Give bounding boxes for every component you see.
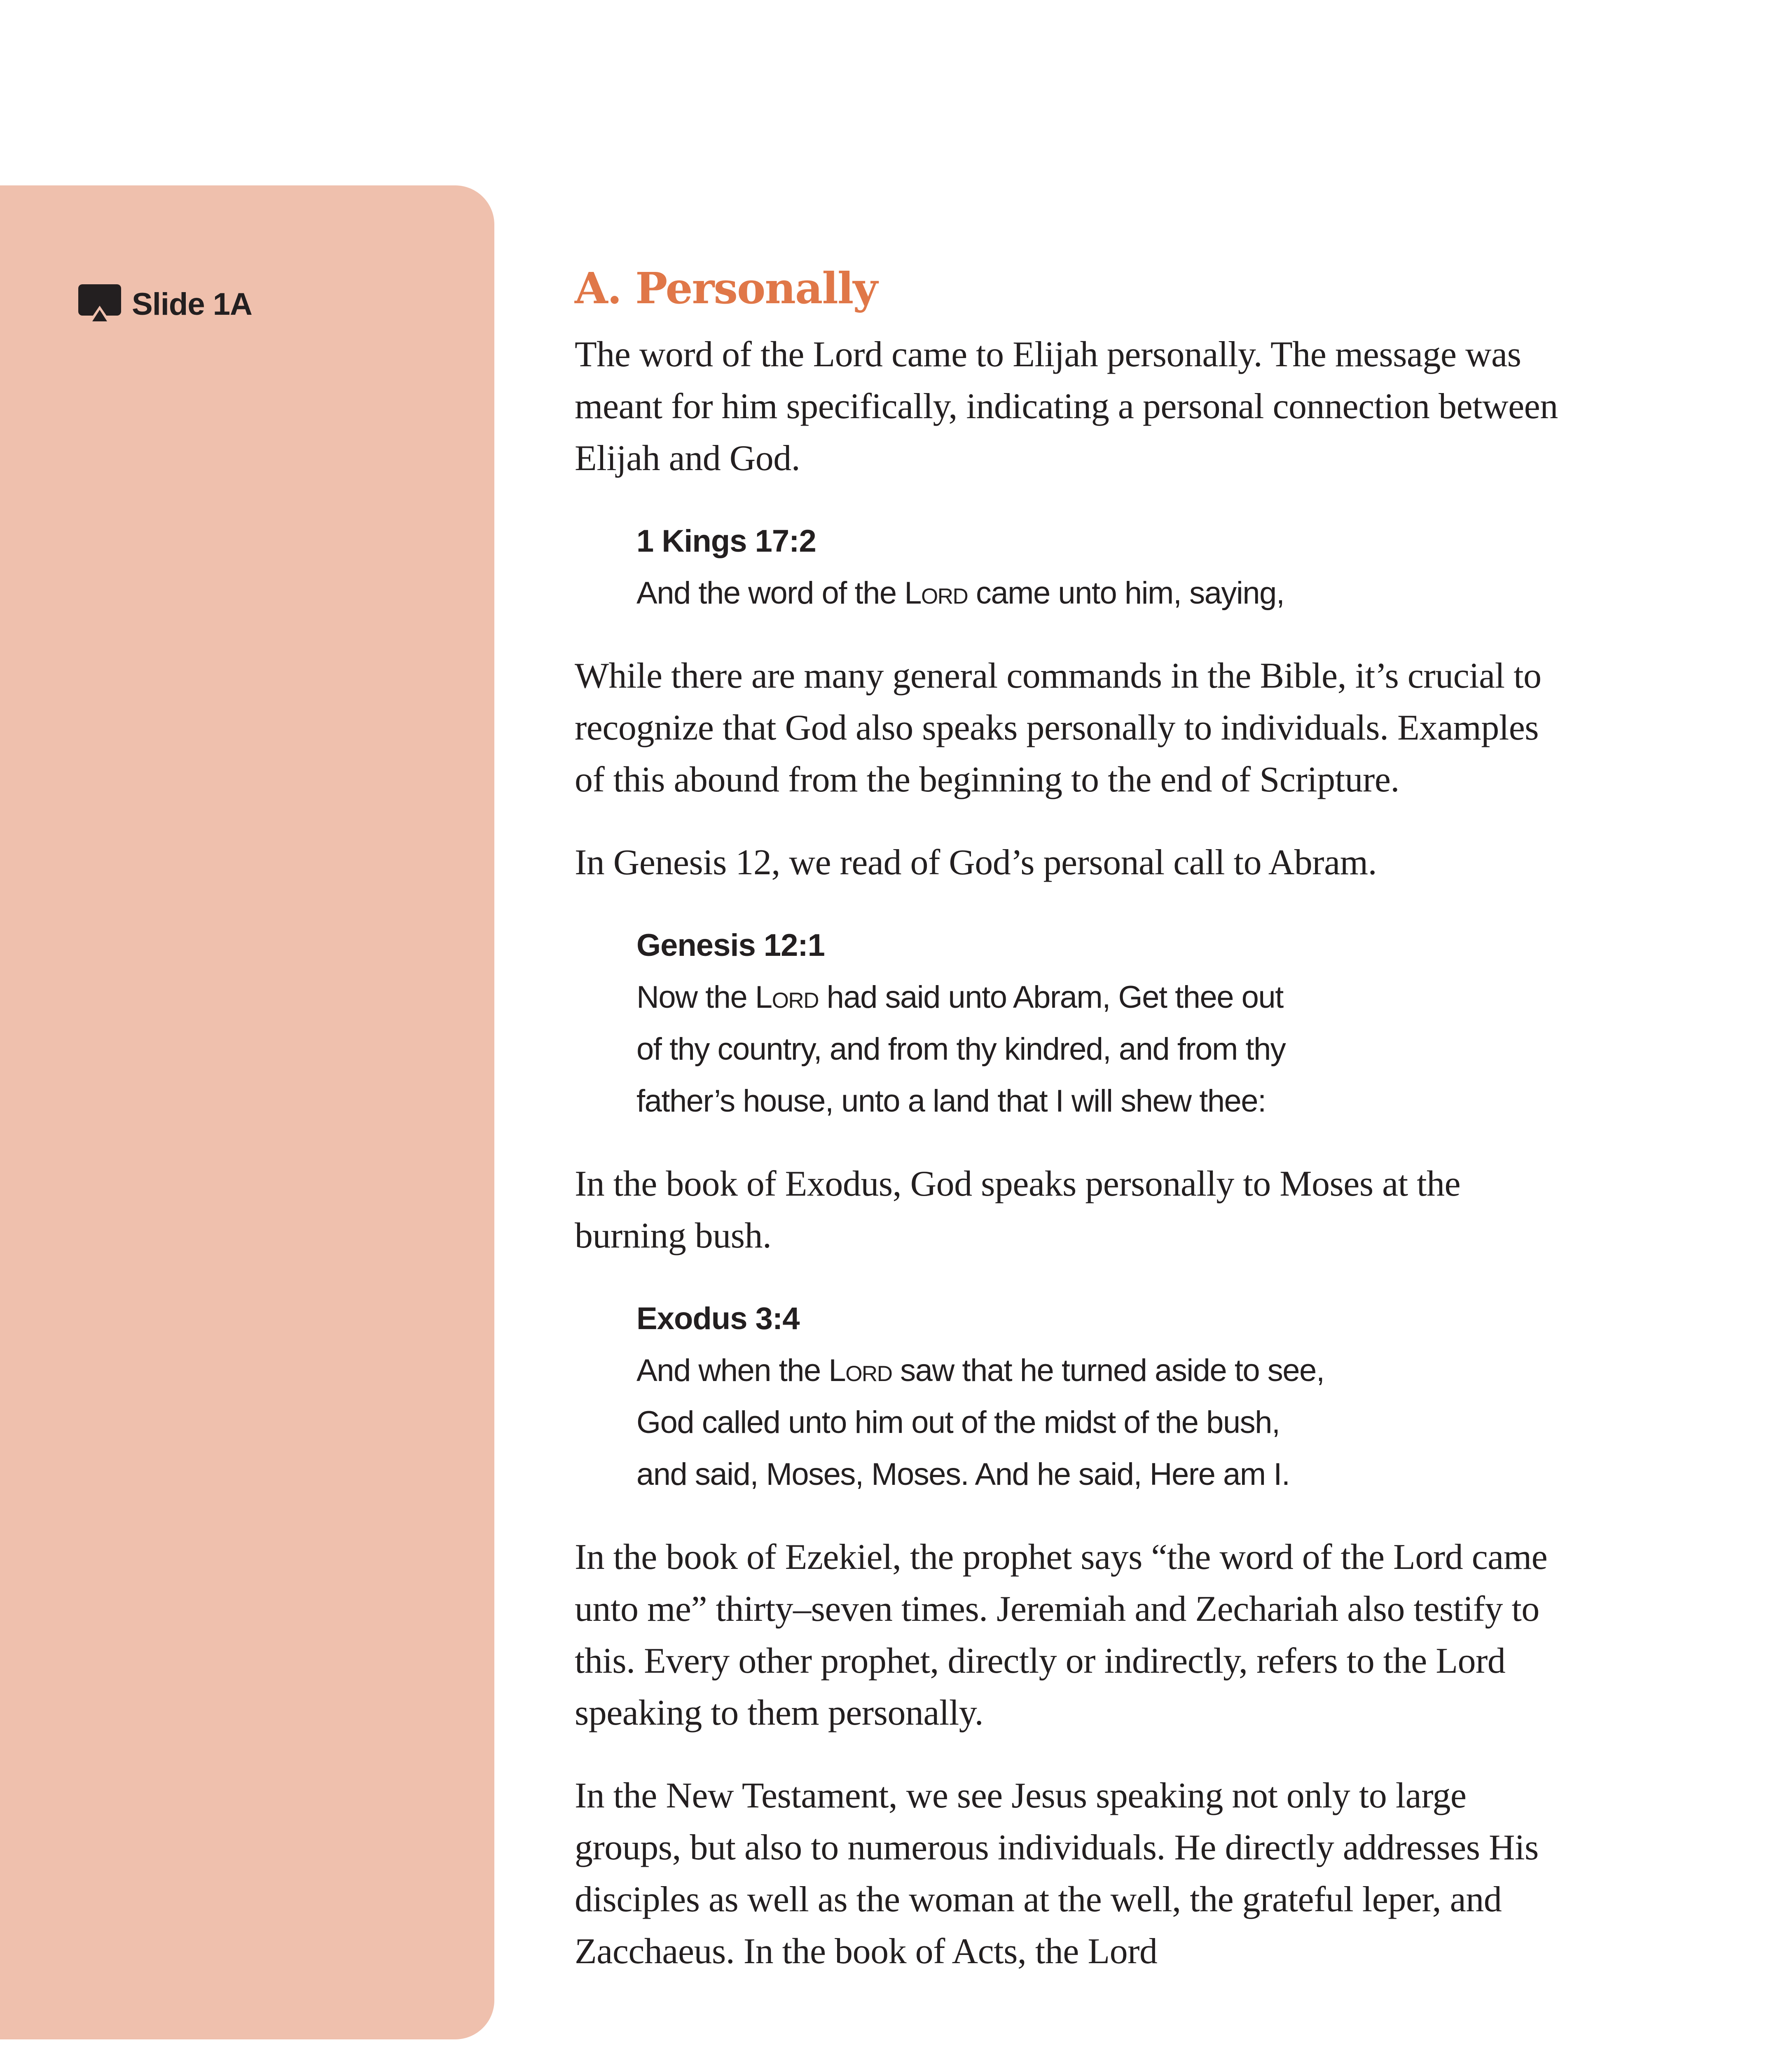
verse-text: God called unto him out of the midst of the bush, [636, 1405, 1280, 1440]
scripture-reference: Exodus 3:4 [636, 1301, 800, 1336]
verse-text: And when the [636, 1353, 829, 1388]
verse-text: And the word of the [636, 575, 905, 611]
verse-line [636, 1023, 1563, 1075]
scripture-quote [636, 515, 1563, 619]
body-paragraph: In the book of Ezekiel, the prophet says “the word of the Lord came unto me” thirty–seven times. Jeremiah and Zechariah also testify to this. Every other prophet, directly or indirectly, refers to the Lord speaking to them personally. [575, 1537, 1548, 1733]
verse-text: saw that he turned aside to see, [892, 1353, 1324, 1388]
body-paragraph: In the New Testament, we see Jesus speaking not only to large groups, but also to numerous individuals. He directly addresses His disciples as well as the woman at the well, the grateful leper, and Zacchaeus. In the book of Acts, the Lord [575, 1775, 1539, 1971]
verse-text: and said, Moses, Moses. And he said, Here am I. [636, 1456, 1290, 1492]
body-paragraph: In Genesis 12, we read of God’s personal call to Abram. [575, 842, 1377, 883]
verse-line [636, 971, 1563, 1023]
content-blocks [575, 329, 1563, 1978]
sidebar-panel [0, 185, 494, 2039]
verse-text: Now the [636, 979, 755, 1015]
verse-line [636, 1345, 1563, 1397]
verse-text: father’s house, unto a land that I will shew thee: [636, 1083, 1266, 1119]
verse-line [636, 1075, 1563, 1127]
verse-text: of thy country, and from thy kindred, and from thy [636, 1031, 1286, 1067]
scripture-reference: 1 Kings 17:2 [636, 523, 816, 559]
slide-label [78, 284, 252, 324]
verse-line [636, 1397, 1563, 1449]
section-heading: A. Personally [575, 263, 877, 314]
scripture-reference: Genesis 12:1 [636, 927, 825, 963]
verse-line [636, 1449, 1563, 1501]
slide-label-text: Slide 1A [132, 286, 252, 322]
body-paragraph: In the book of Exodus, God speaks personally to Moses at the burning bush. [575, 1163, 1461, 1256]
body-paragraph: While there are many general commands in the Bible, it’s crucial to recognize that God also speaks personally to individuals. Examples of this abound from the beginning to the end of Scripture. [575, 655, 1542, 800]
main-content [575, 264, 1563, 2008]
verse-text: had said unto Abram, Get thee out [818, 979, 1283, 1015]
body-paragraph: The word of the Lord came to Elijah personally. The message was meant for him specifically, indicating a personal connection between Elijah and God. [575, 334, 1558, 478]
scripture-quote [636, 1293, 1563, 1501]
verse-text: came unto him, saying, [968, 575, 1284, 611]
presentation-screen-icon [78, 284, 123, 324]
scripture-quote [636, 920, 1563, 1127]
lord-small-caps: Lord [755, 979, 819, 1015]
verse-line [636, 567, 1563, 619]
lord-small-caps: Lord [904, 575, 968, 611]
lord-small-caps: Lord [828, 1353, 892, 1388]
